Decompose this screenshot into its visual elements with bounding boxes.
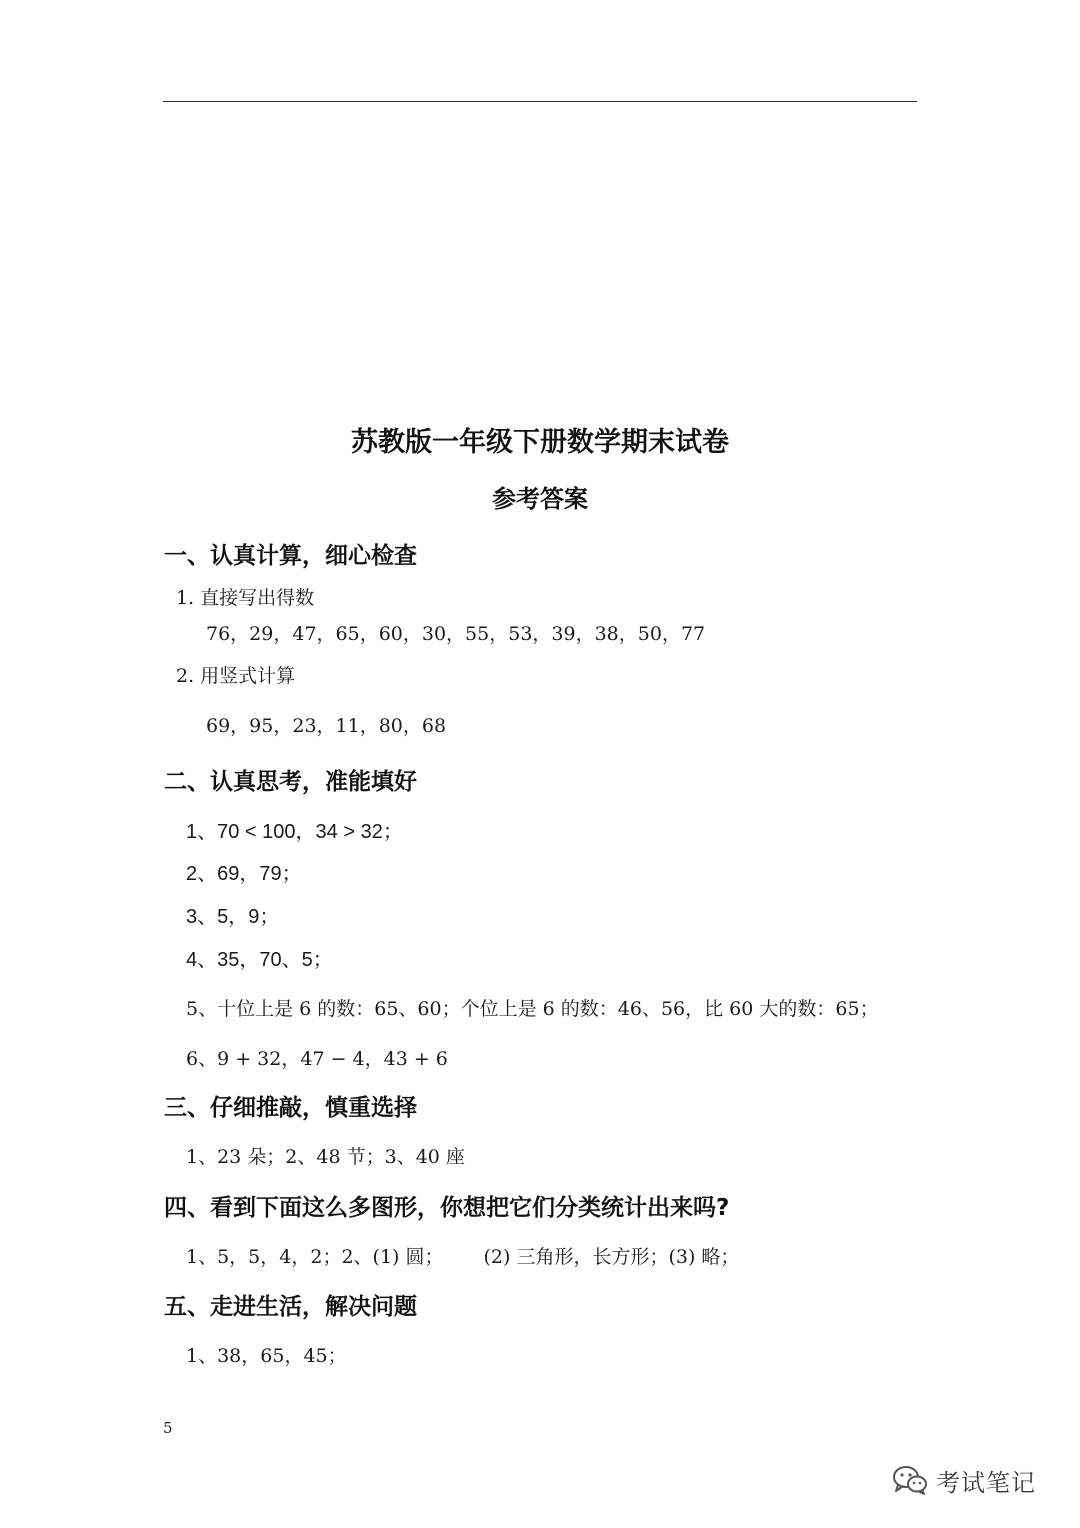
section-1-line-1: 1. 直接写出得数 xyxy=(176,587,315,609)
section-4-part-1: 1、5，5，4，2；2、(1) 圆； xyxy=(186,1246,444,1268)
section-1-line-3: 2. 用竖式计算 xyxy=(176,665,296,687)
section-4-line-1 xyxy=(186,1242,739,1272)
watermark-text: 考试笔记 xyxy=(936,1468,1036,1497)
section-2-line-3: 3、5，9； xyxy=(186,906,280,928)
section-heading-4: 四、看到下面这么多图形，你想把它们分类统计出来吗? xyxy=(164,1195,730,1221)
section-heading-1: 一、认真计算，细心检查 xyxy=(164,543,417,569)
section-2-line-6: 6、9 + 32，47 − 4，43 + 6 xyxy=(186,1048,448,1070)
document-title: 苏教版一年级下册数学期末试卷 xyxy=(351,427,729,458)
section-4-part-2: (2) 三角形，长方形；(3) 略； xyxy=(483,1246,740,1268)
section-heading-5: 五、走进生活，解决问题 xyxy=(164,1294,417,1320)
section-2-line-1: 1、70 < 100，34 > 32； xyxy=(186,821,403,843)
section-2-line-5: 5、十位上是 6 的数：65、60；个位上是 6 的数：46、56，比 60 大的数：65； xyxy=(186,998,879,1020)
section-2-line-4: 4、35，70、5； xyxy=(186,949,333,971)
section-5-line-1: 1、38，65，45； xyxy=(186,1345,347,1367)
watermark xyxy=(892,1460,1036,1500)
section-3-line-1: 1、23 朵；2、48 节；3、40 座 xyxy=(186,1146,465,1168)
section-2-line-2: 2、69，79； xyxy=(186,863,302,885)
section-heading-2: 二、认真思考，准能填好 xyxy=(164,769,417,795)
section-heading-3: 三、仔细推敲，慎重选择 xyxy=(164,1095,417,1121)
section-1-line-2: 76，29，47，65，60，30，55，53，39，38，50，77 xyxy=(206,623,706,645)
header-rule xyxy=(163,101,917,102)
document-subtitle: 参考答案 xyxy=(492,485,588,513)
section-1-line-4: 69，95，23，11，80，68 xyxy=(206,715,447,737)
page-number: 5 xyxy=(163,1419,173,1437)
wechat-icon xyxy=(892,1465,928,1495)
